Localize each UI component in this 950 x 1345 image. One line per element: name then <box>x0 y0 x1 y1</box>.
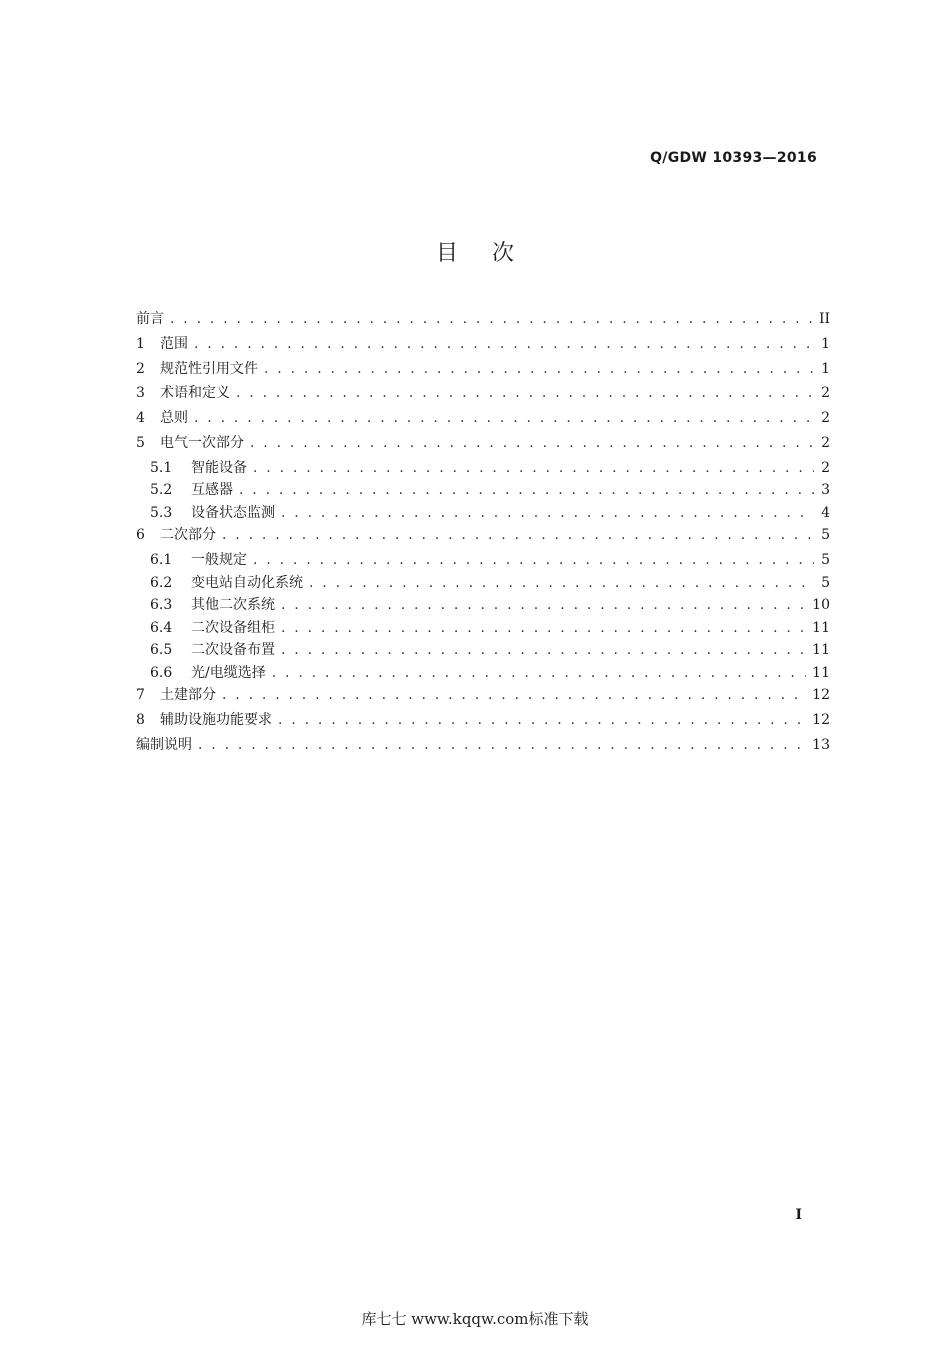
toc-leader-dots <box>253 552 814 568</box>
toc-entry-page: 4 <box>821 504 830 521</box>
toc-entry-number: 6.5 <box>150 642 173 659</box>
toc-entry-label: 二次设备布置 <box>191 642 275 659</box>
toc-entry-number: 5.1 <box>150 459 173 476</box>
toc-entry-page: 11 <box>812 642 830 659</box>
toc-entry-number: 6 <box>136 527 145 544</box>
toc-entry-number: 6.3 <box>150 597 173 614</box>
table-of-contents <box>136 308 830 758</box>
toc-entry[interactable] <box>136 407 830 432</box>
toc-entry-page: 3 <box>821 482 830 499</box>
toc-subentry[interactable] <box>136 639 830 662</box>
toc-leader-dots <box>236 385 814 401</box>
footer-watermark: 库七七 www.kqqw.com标准下载 <box>361 1310 589 1328</box>
toc-subentry[interactable] <box>136 549 830 572</box>
toc-leader-dots <box>309 575 814 591</box>
toc-entry-page: 10 <box>812 597 830 614</box>
toc-entry-label: 总则 <box>160 410 188 427</box>
toc-entry[interactable] <box>136 382 830 407</box>
page-number: I <box>795 1207 802 1223</box>
toc-subentry[interactable] <box>136 594 830 617</box>
toc-entry-page: 1 <box>821 335 830 352</box>
toc-entry-label: 一般规定 <box>191 552 247 569</box>
toc-leader-dots <box>278 712 806 728</box>
toc-subentry[interactable] <box>136 572 830 595</box>
toc-entry-page: 5 <box>821 574 830 591</box>
toc-subentry[interactable] <box>136 617 830 640</box>
toc-entry-label: 术语和定义 <box>160 385 230 402</box>
page-title: 目次 <box>435 241 548 266</box>
toc-entry-label: 电气一次部分 <box>160 434 244 451</box>
toc-entry-page: 11 <box>812 619 830 636</box>
toc-entry-label: 辅助设施功能要求 <box>160 711 272 728</box>
toc-entry-page: 11 <box>812 664 830 681</box>
toc-leader-dots <box>281 505 814 521</box>
toc-leader-dots <box>264 361 814 377</box>
toc-entry-label: 前言 <box>136 311 164 327</box>
toc-entry-page: 12 <box>812 711 830 728</box>
toc-entry-page: 2 <box>821 459 830 476</box>
toc-subentry[interactable] <box>136 502 830 525</box>
toc-entry-label: 土建部分 <box>160 687 216 704</box>
toc-entry-number: 4 <box>136 410 145 427</box>
toc-entry[interactable] <box>136 358 830 383</box>
toc-entry-page: 2 <box>821 410 830 427</box>
toc-entry[interactable] <box>136 333 830 358</box>
document-code: Q/GDW 10393—2016 <box>650 150 817 166</box>
toc-entry-number: 1 <box>136 335 145 352</box>
toc-entry-number: 7 <box>136 687 145 704</box>
toc-entry-label: 二次部分 <box>160 527 216 544</box>
toc-entry-label: 其他二次系统 <box>191 597 275 614</box>
toc-entry-number: 8 <box>136 711 145 728</box>
toc-leader-dots <box>170 311 813 327</box>
toc-entry-label: 范围 <box>160 335 188 352</box>
toc-leader-dots <box>250 435 814 451</box>
toc-subentry[interactable] <box>136 662 830 685</box>
toc-entry[interactable] <box>136 524 830 549</box>
toc-leader-dots <box>281 597 806 613</box>
toc-leader-dots <box>194 336 814 352</box>
toc-entry-label: 规范性引用文件 <box>160 360 258 377</box>
toc-entry[interactable] <box>136 308 830 333</box>
toc-entry-label: 智能设备 <box>191 459 247 476</box>
toc-entry-page: 13 <box>812 736 830 753</box>
toc-entry-number: 6.2 <box>150 574 173 591</box>
toc-entry-page: 12 <box>812 687 830 704</box>
toc-entry-label: 变电站自动化系统 <box>191 574 303 591</box>
toc-entry-label: 编制说明 <box>136 736 192 753</box>
toc-entry[interactable] <box>136 734 830 759</box>
toc-entry-number: 3 <box>136 385 145 402</box>
toc-leader-dots <box>222 687 806 703</box>
toc-entry-page: 5 <box>821 527 830 544</box>
toc-entry[interactable] <box>136 709 830 734</box>
toc-leader-dots <box>272 665 806 681</box>
toc-entry-number: 6.6 <box>150 664 173 681</box>
toc-leader-dots <box>281 620 806 636</box>
toc-entry-number: 6.4 <box>150 619 173 636</box>
toc-leader-dots <box>194 410 814 426</box>
toc-entry-label: 设备状态监测 <box>191 504 275 521</box>
toc-entry-page: 2 <box>821 434 830 451</box>
toc-entry-number: 6.1 <box>150 552 173 569</box>
toc-subentry[interactable] <box>136 457 830 480</box>
toc-entry-page: 1 <box>821 360 830 377</box>
toc-entry-label: 光/电缆选择 <box>191 664 266 681</box>
toc-entry-label: 互感器 <box>191 482 233 499</box>
toc-entry-page: 2 <box>821 385 830 402</box>
toc-entry-number: 5.3 <box>150 504 173 521</box>
toc-entry-number: 5 <box>136 434 145 451</box>
toc-leader-dots <box>222 527 814 543</box>
toc-entry-label: 二次设备组柜 <box>191 619 275 636</box>
toc-leader-dots <box>198 737 806 753</box>
toc-entry-number: 5.2 <box>150 482 173 499</box>
toc-entry-number: 2 <box>136 360 145 377</box>
toc-entry[interactable] <box>136 684 830 709</box>
toc-leader-dots <box>239 482 814 498</box>
toc-leader-dots <box>281 642 806 658</box>
toc-leader-dots <box>253 460 814 476</box>
toc-entry-page: 5 <box>821 552 830 569</box>
toc-subentry[interactable] <box>136 479 830 502</box>
toc-entry-page: II <box>818 311 830 327</box>
toc-entry[interactable] <box>136 432 830 457</box>
